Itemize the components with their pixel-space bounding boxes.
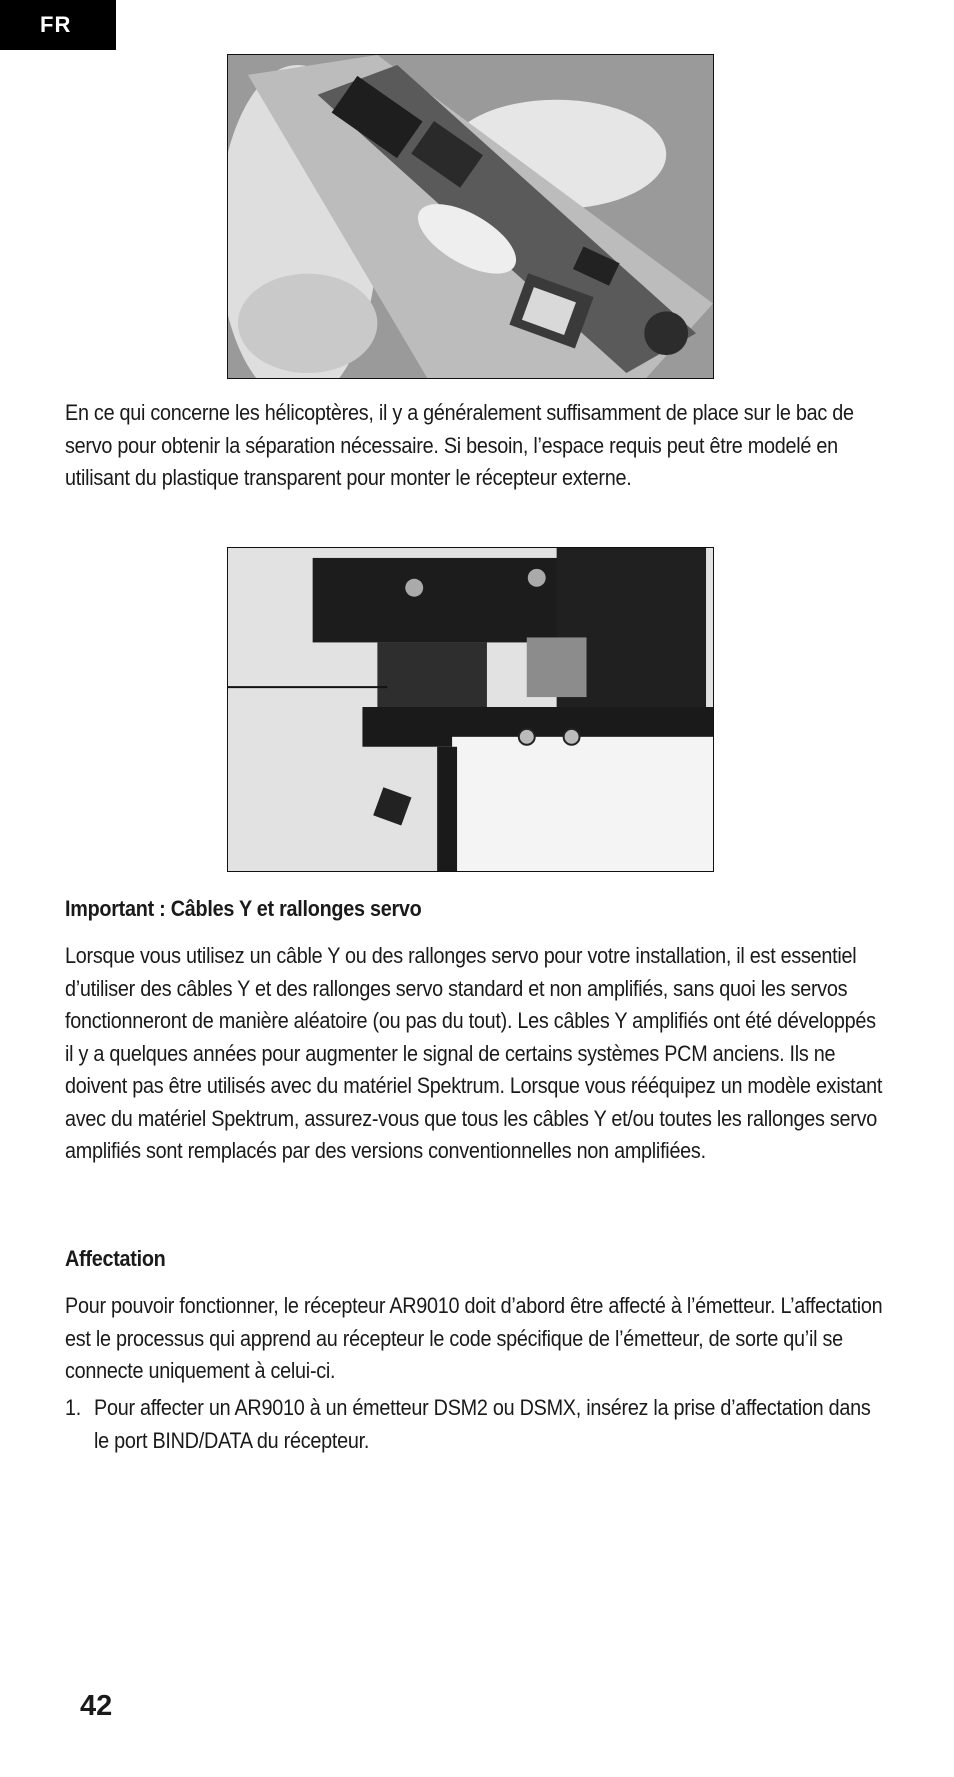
- paragraph-text: Lorsque vous utilisez un câble Y ou des rallonges servo pour votre installation, il est essentiel d’utiliser des câbles Y et des rallonges servo standard et non amplifiés, sans quoi les servos fonctionneront de manière aléatoire (ou pas du tout). Les câbles Y amplifiés ont été développés il y a quelques années pour augmenter le signal de certains systèmes PCM anciens. Ils ne doivent pas être utilisés avec du matériel Spektrum. Lorsque vous rééquipez un modèle existant avec du matériel Spektrum, assurez-vous que tous les câbles Y et/ou toutes les rallonges servo amplifiés sont remplacés par des versions conventionnelles non amplifiées.: [65, 943, 883, 1163]
- paragraph-binding: [65, 1290, 883, 1388]
- list-item-text: Pour affecter un AR9010 à un émetteur DSM2 ou DSMX, insérez la prise d’affectation dans le port BIND/DATA du récepteur.: [94, 1395, 871, 1453]
- language-tab: [0, 0, 116, 50]
- paragraph-helicopters: [65, 397, 854, 495]
- numbered-list: [65, 1392, 871, 1457]
- photo-airplane-fuselage: [227, 54, 714, 379]
- page-number: 42: [80, 1690, 113, 1722]
- heading-text: Important : Câbles Y et rallonges servo: [65, 896, 422, 921]
- paragraph-text: Pour pouvoir fonctionner, le récepteur AR9010 doit d’abord être affecté à l’émetteur. L’affectation est le processus qui apprend au récepteur le code spécifique de l’émetteur, de sorte qu’il se connecte uniquement à celui-ci.: [65, 1293, 883, 1383]
- heading-text: Affectation: [65, 1246, 166, 1271]
- list-item-number: 1.: [65, 1395, 81, 1420]
- photo-helicopter-graphic: [228, 548, 713, 871]
- heading-binding: [65, 1243, 787, 1276]
- list-item: [65, 1392, 883, 1457]
- photo-airplane-graphic: [228, 55, 713, 378]
- language-label: FR: [40, 12, 72, 37]
- paragraph-y-cables: [65, 940, 883, 1168]
- heading-y-cables: [65, 893, 787, 926]
- photo-helicopter-receiver: [227, 547, 714, 872]
- paragraph-text: En ce qui concerne les hélicoptères, il y a généralement suffisamment de place sur le bac de servo pour obtenir la séparation nécessaire. Si besoin, l’espace requis peut être modelé en utilisant du plastique transparent pour monter le récepteur externe.: [65, 400, 854, 490]
